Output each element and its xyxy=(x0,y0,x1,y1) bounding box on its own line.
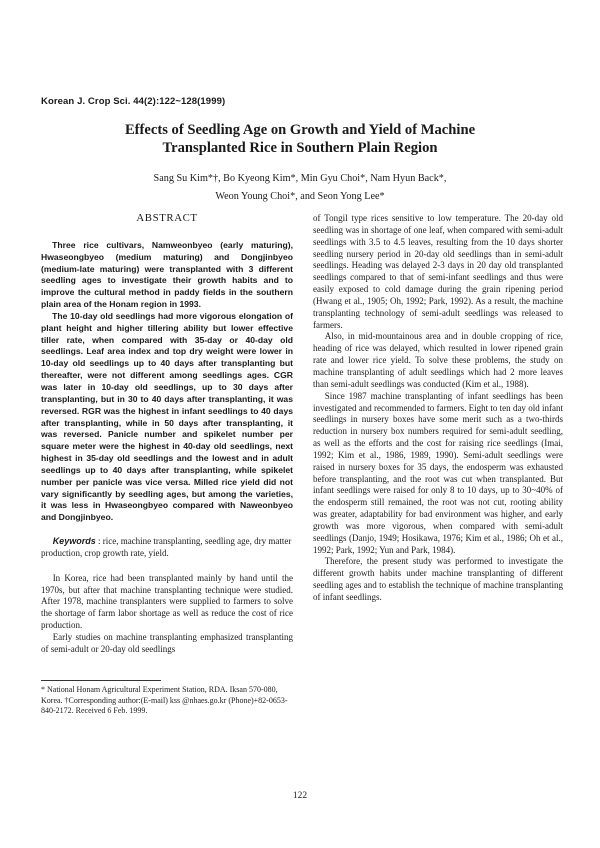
author-list xyxy=(40,170,560,206)
keywords-text: : rice, machine transplanting, seedling age, dry matter production, crop growth rate, yield. xyxy=(41,536,292,558)
author-line-1: Sang Su Kim*†, Bo Kyeong Kim*, Min Gyu Choi*, Nam Hyun Back*, xyxy=(153,173,447,184)
abstract-paragraph-1: Three rice cultivars, Namweonbyeo (early maturing), Hwaseongbyeo (medium maturing) and Dongjinbyeo (medium-late maturing) were transplanted with 3 different seedling ages to investigate their growth habits and to improve the cultural method in paddy fields in the southern plain area of the Honam region in 1993. xyxy=(41,239,293,310)
paper-title xyxy=(40,121,560,157)
intro-paragraph-2: Early studies on machine transplanting emphasized transplanting of semi-adult or 20-day old seedlings xyxy=(41,632,293,654)
keywords-label: Keywords xyxy=(52,536,96,547)
right-column xyxy=(313,213,563,604)
intro-left xyxy=(41,573,293,656)
keywords xyxy=(41,536,293,560)
right-paragraph-1: of Tongil type rices sensitive to low temperature. The 20-day old seedling was in shortage of one leaf, when compared with semi-adult seedlings with 3.5 to 4.5 leaves, resulting from the 10 days shorter seedling nursery period in 20-day old seedlings than in semi-adult seedlings. Heading was delayed 2-3 days in 20 day old transplanted seedlings compared to that of semi-infant seedlings and thus were easily exposed to cold damage during the grain ripening period (Hwang et al., 1905; Oh, 1992; Park, 1992). As a result, the machine transplanting technology of semi-adult seedlings was released to farmers. xyxy=(313,213,563,330)
right-paragraph-3: Since 1987 machine transplanting of infant seedlings has been investigated and recommended to farmers. Eight to ten day old infant seedlings in nursery boxes have some merit such as a two-thirds reduction in nursery box numbers required for semi-adult seedling, as well as the efforts and the cost for raising rice seedlings (Imai, 1992; Kim et al., 1986, 1989, 1990). Semi-adult seedlings were raised in nursery boxes for 35 days, the endosperm was exhausted before transplanting, and the root was cut when transplanted. But infant seedlings were raised for only 8 to 10 days, up to 30~40% of the endosperm still remained, the root was not cut, rooting ability was greater, adaptability for bad environment was higher, and early growth was more vigorous, when compared with semi-adult seedlings (Danjo, 1949; Hosikawa, 1976; Kim et al., 1986; Oh et al., 1992; Park, 1992; Yun and Park, 1984). xyxy=(313,390,563,555)
footnote: * National Honam Agricultural Experiment Station, RDA. Iksan 570-080, Korea. †Corresponding author:(E-mail) kss @nhaes.go.kr (Phone)+82-0653-840-2172. Received 6 Feb. 1999. xyxy=(41,685,288,715)
footnote-rule xyxy=(41,680,161,681)
abstract-body xyxy=(41,240,293,524)
left-column xyxy=(41,213,293,656)
title-line-1: Effects of Seedling Age on Growth and Yield of Machine xyxy=(124,122,476,138)
page-number: 122 xyxy=(292,791,308,801)
right-paragraph-2: Also, in mid-mountainous area and in double cropping of rice, heading of rice was delayed, which resulted in lower ripened grain rate and lower rice yield. To solve these problems, the study on machine transplanting of adult seedlings which had 2 more leaves than semi-adult seedlings was conducted (Kim et al., 1988). xyxy=(313,331,563,389)
title-line-2: Transplanted Rice in Southern Plain Region xyxy=(162,140,438,156)
abstract-paragraph-2: The 10-day old seedlings had more vigorous elongation of plant height and higher tillering ability but lower effective tiller rate, when compared with 35-day or 40-day old seedlings. Leaf area index and top dry weight were lower in 10-day old seedlings up to 40 days after transplanting but thereafter, were not different among seedlings ages. CGR was later in 10-day old seedlings, up to 30 days after transplanting, but in 30 to 40 days after transplanting, it was reversed. RGR was the highest in infant seedlings to 40 days after transplanting, while in 50 days after transplanting, it was reversed. Panicle number and spikelet number per square meter were the highest in 40-day old seedlings, next highest in 35-day old seedlings and the lowest and in adult seedlings up to 40 days after transplanting, while spikelet number per panicle was vice versa. Milled rice yield did not vary significantly by seedling ages, but among the varieties, it was less in Hwaseongbyeo compared with Naweonbyeo and Dongjinbyeo. xyxy=(41,310,293,523)
right-paragraph-4: Therefore, the present study was performed to investigate the different growth habits under machine transplanting of different seedling ages and to establish the technique of machine transplanting of infant seedlings. xyxy=(313,556,563,602)
journal-citation: Korean J. Crop Sci. 44(2):122~128(1999) xyxy=(41,96,226,107)
abstract-heading: ABSTRACT xyxy=(136,212,198,224)
author-line-2: Weon Young Choi*, and Seon Yong Lee* xyxy=(215,191,385,202)
intro-paragraph-1: In Korea, rice had been transplanted mainly by hand until the 1970s, but after that machine transplanting technique were studied. After 1978, machine transplanters were supplied to farmers to solve the shortage of farm labor shortage as well as reduce the cost of rice production. xyxy=(41,572,293,631)
